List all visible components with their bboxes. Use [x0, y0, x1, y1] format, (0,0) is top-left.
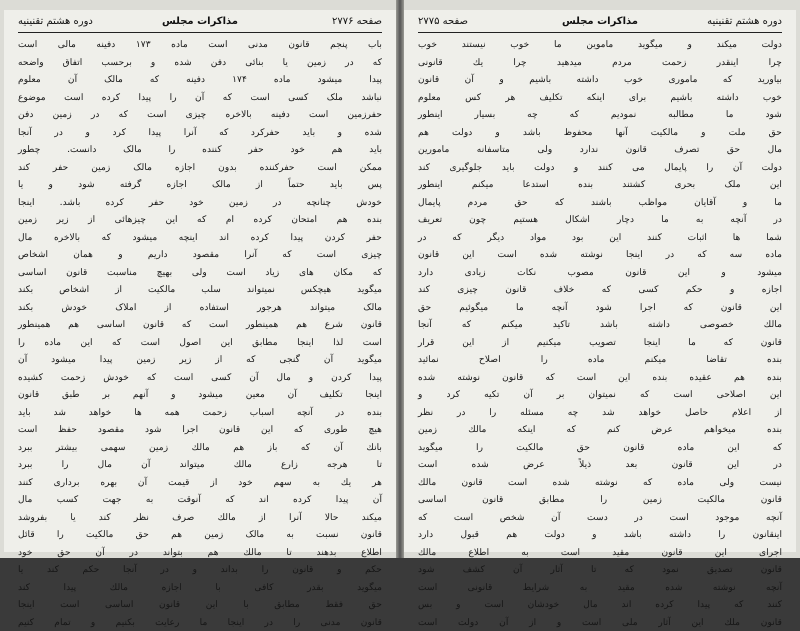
text-line: است لذا اینجا مطابق این اصول است که این ماده را [18, 334, 382, 352]
book-gutter [396, 0, 404, 558]
text-line: در این قانون بعد ذیلاً عرض شده است [418, 456, 782, 474]
text-line: پیدا کردن و مال آن کسی است که خودش زحمت کشیده [18, 369, 382, 387]
text-line: تا هرجه زارع مالك میتواند آن مال را ببرد [18, 456, 382, 474]
right-session-label: دوره هشتم تقنینیه [707, 16, 782, 27]
text-line: چیزی است که آنرا مقصود داریم و همان اشخاص [18, 246, 382, 264]
left-page-body [18, 36, 382, 546]
text-line: باید هم خود حفر کننده را مالک دانست. چطور [18, 141, 382, 159]
text-line: اطلاع بدهند تا مالك هم بتواند در آن حق خود [18, 544, 382, 562]
text-line: در آنچه به ما دچار اشکال هستیم چون تعریف [418, 211, 782, 229]
text-line: قانون تصدیق نمود که تا آثار آن کشف شود [418, 561, 782, 579]
text-line: میگوید هیچکس نمیتواند سلب مالکیت از اشخاص بکند [18, 281, 382, 299]
text-line: شما ها اثبات کنند این بود مواد دیگر که در [418, 229, 782, 247]
text-line: که این ماده قانون حق مالکیت را میگوید [418, 439, 782, 457]
text-line: بنده هم عقیده بنده این است که قانون نوشته شده [418, 369, 782, 387]
text-line: حکم و قانون را بداند و در آنجا حکم کند یا [18, 561, 382, 579]
text-line: چرا اینقدر زحمت مردم میدهید چرا یك قانونی [418, 54, 782, 72]
text-line: کنند که پیدا کرده اند مال خودشان است و بس [418, 596, 782, 614]
left-session-label: دوره هشتم تقنینیه [18, 16, 93, 27]
text-line: بنده میخواهم عرض کنم که اینکه مالك زمین [418, 421, 782, 439]
right-page-header [418, 14, 782, 33]
text-line: قانون نسبت به مالک زمین هم حق مالکیت را قائل [18, 526, 382, 544]
text-line: حق فقط مطابق با این قانون اساسی است اینجا [18, 596, 382, 614]
text-line: شود ما مطالبه نمودیم که چه بسیار اینطور [418, 106, 782, 124]
text-line: حفر کردن پیدا کرده اند اینچه میشود که بالاخره مال [18, 229, 382, 247]
text-line: میکند حالا آنرا از مالك صرف نظر کند یا بفروشد [18, 509, 382, 527]
text-line: که مکان های زیاد است ولی بهیچ مناسبت قانون اساسی [18, 264, 382, 282]
right-page-body [418, 36, 782, 546]
text-line: بنده در آنچه اسباب زحمت همه ها خواهد شد باید [18, 404, 382, 422]
text-line: این اصلاحی است که نمیتوان بر آن تکیه کرد و [418, 386, 782, 404]
left-page-number: صفحه ۲۷۷۶ [332, 16, 382, 27]
text-line: این قانون که اجرا شود آنچه ما میگوئیم حق [418, 299, 782, 317]
text-line: آنچه موجود است در دست آن شخص است که [418, 509, 782, 527]
text-line: هیچ طوری که این قانون اجرا شود مقصود حفظ است [18, 421, 382, 439]
text-line: که در زمین یا بنائی دفن شده و برحسب اتفاق واضحه [18, 54, 382, 72]
text-line: اینقانون را داشته باشد و دولت هم قبول دارد [418, 526, 782, 544]
text-line: اجازه و حکم کسی که خلاف قانون چیزی کند [418, 281, 782, 299]
text-line: میگوید بقدر کافی با اجازه مالك پیدا کند [18, 579, 382, 597]
text-line: شده و باید حفرکرد که آنرا پیدا کرد و در آنجا [18, 124, 382, 142]
text-line: میگوید آن گنجی که از زیر زمین پیدا میشود آن [18, 351, 382, 369]
text-line: دولت میکند و میگوید ماموین ما خوب نیستند خوب [418, 36, 782, 54]
text-line: مال حق تصرف قانون ندارد ولی متاسفانه مامورین [418, 141, 782, 159]
text-line: مالك خصوصی داشته باشد تاکید میکنم که آنجا [418, 316, 782, 334]
text-line: بانك آن كه باز هم مالك زمین سهمی بیشتر ببرد [18, 439, 382, 457]
left-page [4, 10, 396, 552]
text-line: هر یك به سهم خود از قیمت آن بهره برداری کنند [18, 474, 382, 492]
text-line: این ملک بحری کشتند بنده استدعا میکنم اینطور [418, 176, 782, 194]
text-line: ما و آقایان مواظب باشند که حق مردم پایمال [418, 194, 782, 212]
text-line: قانون مالکیت زمین را مطابق قانون اساسی [418, 491, 782, 509]
right-page [404, 10, 796, 552]
text-line: اجرای این قانون مقید است به اطلاع مالك [418, 544, 782, 562]
text-line: آنچه نوشته شده مقید به شرایط قانونی است [418, 579, 782, 597]
text-line: خودش چنانچه در زمین خود حفر کرده باشد. اینجا [18, 194, 382, 212]
text-line: بیاورید که ماموری خوب داشته باشیم و آن قانون [418, 71, 782, 89]
text-line: حق ملت و مالکیت آنها محفوظ باشد و دولت هم [418, 124, 782, 142]
text-line: خوب داشته باشیم برای اینکه تکلیف هر کس معلوم [418, 89, 782, 107]
text-line: باب پنجم قانون مدنی است ماده ۱۷۳ دفینه مالی است [18, 36, 382, 54]
right-page-title: مذاکرات مجلس [562, 16, 638, 27]
text-line: قانون ملك این آثار ملی است و از آن دولت است [418, 614, 782, 631]
text-line: قانون که ما اینجا تصویب میکنیم از این قرار [418, 334, 782, 352]
left-page-title: مذاکرات مجلس [162, 16, 238, 27]
text-line: نیست ولی ماده که نوشته شده است قانون مالك [418, 474, 782, 492]
text-line: دولت آن را پایمال می کنند و دولت باید جلوگیری کند [418, 159, 782, 177]
text-line: ماده سه که در اینجا نوشته شده است این قانون [418, 246, 782, 264]
left-page-header [18, 14, 382, 33]
text-line: بنده تقاضا میکنم ماده را اصلاح نمائید [418, 351, 782, 369]
text-line: بنده هم امتحان کرده ام که این چیزهائی از زیر زمین [18, 211, 382, 229]
text-line: اینجا تکلیف آن معین میشود و آنهم بر طبق قانون [18, 386, 382, 404]
text-line: نباشد ملک کسی است که آن را پیدا کرده است موضوع [18, 89, 382, 107]
text-line: از اعلام حاصل خواهد شد چه مسئله را در نظر [418, 404, 782, 422]
text-line: قانون مدنی را در اینجا ما رعایت بکنیم و تمام کنیم [18, 614, 382, 631]
text-line: پیدا میشود ماده ۱۷۴ دفینه که مالک آن معلوم [18, 71, 382, 89]
text-line: حفرزمین است دفینه بالاخره چیزی است که در زمین دفن [18, 106, 382, 124]
text-line: پس باید حتماً از مالک اجازه گرفته شود و یا [18, 176, 382, 194]
text-line: آن پیدا کرده اند که آنوقت به جهت کسب مال [18, 491, 382, 509]
text-line: مالک میتواند هرجور استفاده از املاک خودش بکند [18, 299, 382, 317]
text-line: ممکن است حفرکننده بدون اجازه مالک زمین حفر کند [18, 159, 382, 177]
text-line: قانون شرع هم همینطور است که قانون اساسی هم همینطور [18, 316, 382, 334]
right-page-number: صفحه ۲۷۷۵ [418, 16, 468, 27]
text-line: میشود و این قانون مصوب نکات زیادی دارد [418, 264, 782, 282]
